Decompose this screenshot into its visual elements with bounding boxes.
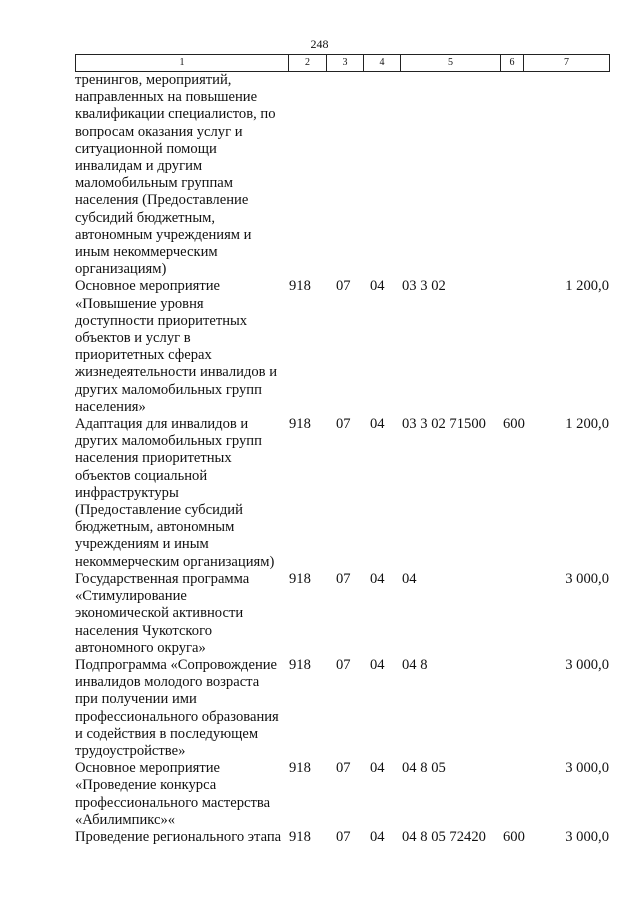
row-code-admin: 918: [289, 760, 311, 777]
row-code-section: 07: [336, 570, 351, 587]
column-header-6: 6: [501, 55, 524, 72]
table-row: [75, 829, 609, 846]
row-code-subsection: 04: [370, 828, 385, 845]
row-code-admin: 918: [289, 278, 311, 295]
row-code-subsection: 04: [370, 656, 385, 673]
row-code-target: 04 8 05 72420: [402, 828, 486, 845]
row-code-expense-type: [500, 72, 523, 278]
row-name: Проведение регионального этапа: [75, 828, 282, 845]
row-code-expense-type: [500, 571, 523, 657]
column-header-4: 4: [364, 55, 401, 72]
page-number: 248: [310, 37, 329, 51]
row-name: Государственная программа «Стимулирование экономической активности населения Чукотского автономного округа»: [75, 570, 250, 656]
row-code-subsection: 04: [370, 278, 385, 295]
row-name: Подпрограмма «Сопровождение инвалидов молодого возраста при получении ими профессионального образования и содействия в последующем трудоустройстве»: [75, 656, 279, 759]
table-row: [75, 72, 609, 278]
row-code-admin: 918: [289, 828, 311, 845]
row-code-admin: [288, 72, 326, 278]
row-code-subsection: [363, 72, 400, 278]
row-code-section: 07: [336, 416, 351, 433]
row-code-target: 03 3 02: [402, 278, 446, 295]
row-amount: [523, 72, 609, 278]
row-code-subsection: 04: [370, 570, 385, 587]
row-code-target: 04 8: [402, 656, 428, 673]
row-code-target: 04: [402, 570, 417, 587]
row-code-section: 07: [336, 278, 351, 295]
table-row: [75, 278, 609, 416]
row-code-section: 07: [336, 760, 351, 777]
column-header-7: 7: [524, 55, 610, 72]
column-header-2: 2: [289, 55, 327, 72]
row-code-target: [400, 72, 500, 278]
budget-table: [75, 72, 609, 846]
row-code-section: 07: [336, 656, 351, 673]
row-code-target: 04 8 05: [402, 760, 446, 777]
table-row: [75, 571, 609, 657]
table-row: [75, 416, 609, 571]
column-header-1: 1: [76, 55, 289, 72]
row-code-section: [326, 72, 363, 278]
row-amount: 3 000,0: [565, 828, 609, 845]
table-row: [75, 657, 609, 760]
row-name: Основное мероприятие «Проведение конкурса профессионального мастерства «Абилимпикс»«: [75, 760, 271, 828]
row-code-admin: 918: [289, 656, 311, 673]
row-amount: 3 000,0: [565, 656, 609, 673]
row-code-section: 07: [336, 828, 351, 845]
row-name: тренингов, мероприятий, направленных на повышение квалификации специалистов, по вопросам оказания услуг и ситуационной помощи инвалидам и другим маломобильным группам населения (Предоставление субсидий бюджетным, автономным учреждениям и иным некоммерческим организациям): [75, 72, 276, 278]
row-code-expense-type: 600: [503, 416, 525, 433]
row-name: Основное мероприятие «Повышение уровня доступности приоритетных объектов и услуг в приоритетных сферах жизнедеятельности инвалидов и других маломобильных групп населения»: [75, 278, 278, 415]
row-amount: 3 000,0: [565, 570, 609, 587]
column-header-5: 5: [401, 55, 501, 72]
table-row: [75, 760, 609, 829]
row-code-admin: 918: [289, 416, 311, 433]
row-code-subsection: 04: [370, 416, 385, 433]
row-code-expense-type: 600: [503, 828, 525, 845]
row-amount: 3 000,0: [565, 760, 609, 777]
row-name: Адаптация для инвалидов и других маломобильных групп населения приоритетных объектов социальной инфраструктуры (Предоставление субсидий бюджетным, автономным учреждениям и иным некоммерческим организациям): [75, 416, 275, 570]
header-row: [76, 55, 610, 72]
row-code-admin: 918: [289, 570, 311, 587]
row-code-expense-type: [500, 278, 523, 416]
row-code-expense-type: [500, 760, 523, 829]
row-code-expense-type: [500, 657, 523, 760]
row-amount: 1 200,0: [565, 278, 609, 295]
row-code-subsection: 04: [370, 760, 385, 777]
row-code-target: 03 3 02 71500: [402, 416, 486, 433]
column-header-3: 3: [327, 55, 364, 72]
row-amount: 1 200,0: [565, 416, 609, 433]
column-number-header: [75, 54, 610, 72]
